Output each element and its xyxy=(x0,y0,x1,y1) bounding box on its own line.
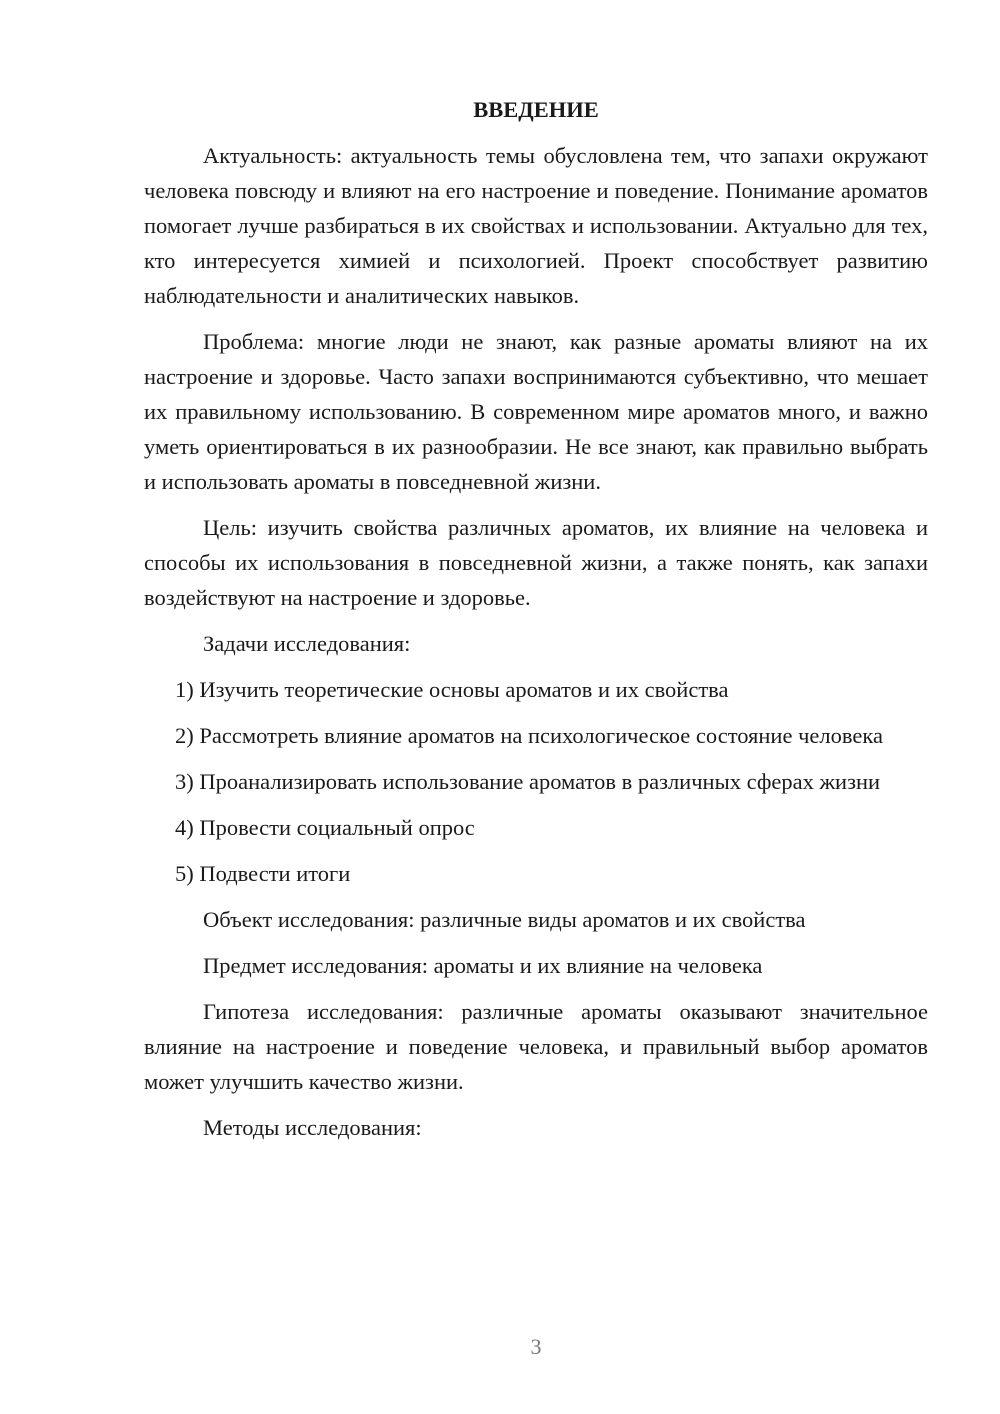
task-item-5: 5) Подвести итоги xyxy=(175,861,351,886)
relevance-paragraph: Актуальность: актуальность темы обусловлена тем, что запахи окружают человека повсюду и влияют на его настроение и поведение. Понимание ароматов помогает лучше разбираться в их свойствах и использовании. Актуально для тех, кто интересуется химией и психологией. Проект способствует развитию наблюдательности и аналитических навыков. xyxy=(144,143,928,308)
research-hypothesis: Гипотеза исследования: различные ароматы оказывают значительное влияние на настроение и поведение человека, и правильный выбор ароматов может улучшить качество жизни. xyxy=(144,999,928,1094)
task-item-2: 2) Рассмотреть влияние ароматов на психологическое состояние человека xyxy=(175,723,883,748)
tasks-heading: Задачи исследования: xyxy=(203,631,411,656)
research-methods: Методы исследования: xyxy=(203,1115,422,1140)
task-item-4: 4) Провести социальный опрос xyxy=(175,815,475,840)
document-page xyxy=(144,92,928,1156)
page-number: 3 xyxy=(530,1334,542,1359)
goal-paragraph: Цель: изучить свойства различных ароматов, их влияние на человека и способы их использования в повседневной жизни, а также понять, как запахи воздействуют на настроение и здоровье. xyxy=(144,515,928,610)
task-item-3: 3) Проанализировать использование ароматов в различных сферах жизни xyxy=(175,769,881,794)
problem-paragraph: Проблема: многие люди не знают, как разные ароматы влияют на их настроение и здоровье. Часто запахи воспринимаются субъективно, что мешает их правильному использованию. В современном мире ароматов много, и важно уметь ориентироваться в их разнообразии. Не все знают, как правильно выбрать и использовать ароматы в повседневной жизни. xyxy=(144,329,928,494)
task-item-1: 1) Изучить теоретические основы ароматов и их свойства xyxy=(175,677,729,702)
research-subject: Предмет исследования: ароматы и их влияние на человека xyxy=(203,953,763,978)
research-object: Объект исследования: различные виды ароматов и их свойства xyxy=(203,907,806,932)
section-title: ВВЕДЕНИЕ xyxy=(473,97,599,122)
